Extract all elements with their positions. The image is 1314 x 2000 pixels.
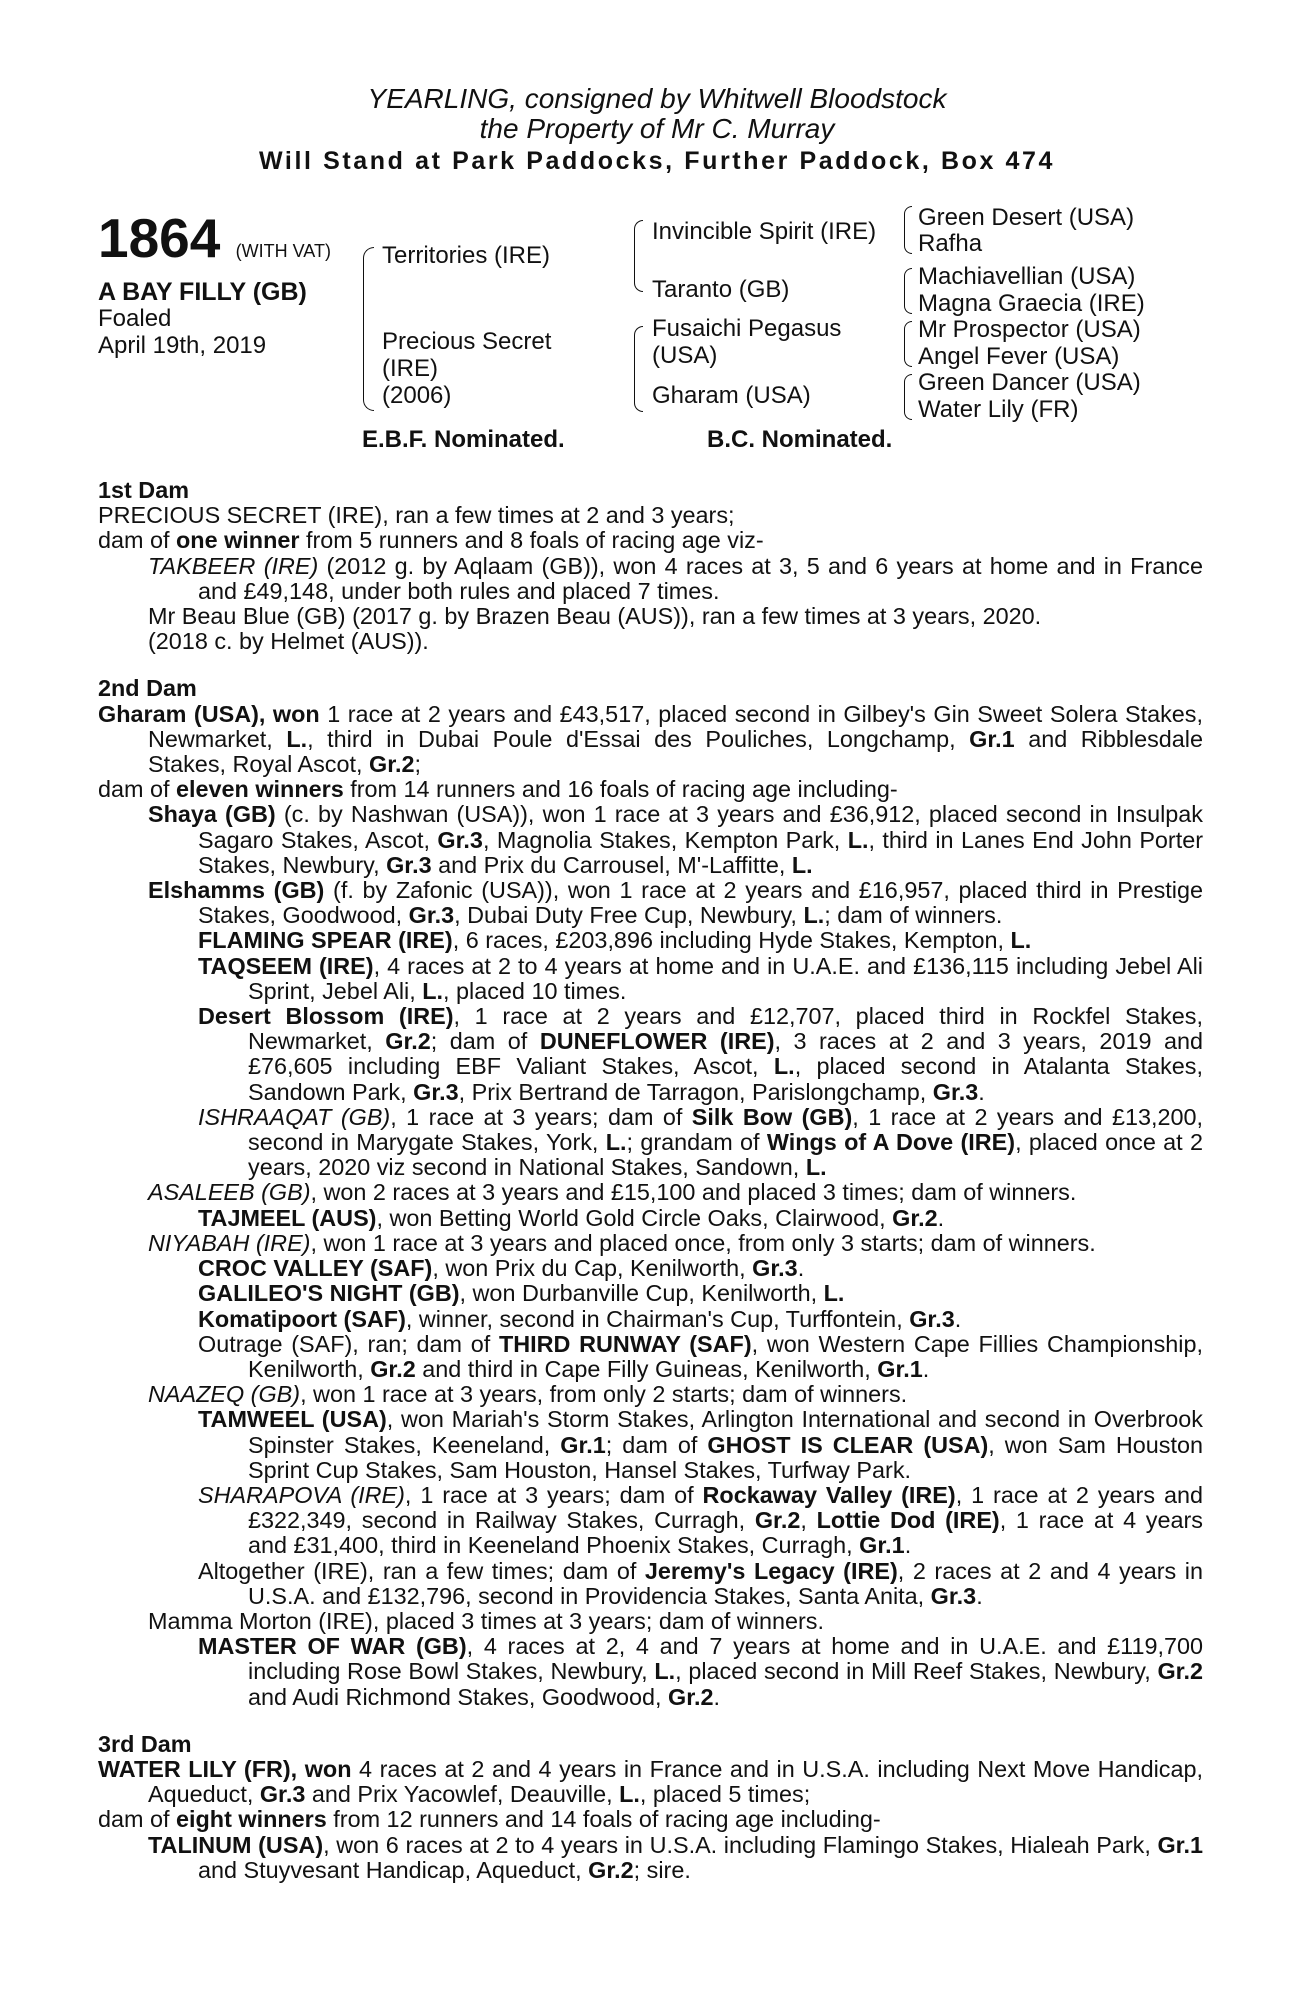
first-dam-heading: 1st Dam <box>98 477 190 503</box>
pedigree-brace-3d <box>904 374 912 420</box>
header-line-2: the Property of Mr C. Murray <box>479 113 835 144</box>
pedigree-ssd: Rafha <box>918 230 983 257</box>
offspring-desert-blossom: Desert Blossom (IRE), 1 race at 2 years and £12,707, placed third in Rockfel Stakes, Newmarket, Gr.2; dam of DUNEFLOWER (IRE), 3 races at 2 and 3 years, 2019 and £76,605 including EBF Valiant Stakes, Ascot, L., placed second in Atalanta Stakes, Sandown Park, Gr.3, Prix Bertrand de Tarragon, Parislongchamp, Gr.3. <box>198 1003 1203 1105</box>
pedigree-dam-dam: Gharam (USA) <box>652 382 811 409</box>
pedigree-sire: Territories (IRE) <box>382 242 551 269</box>
pedigree-brace-sire-dam <box>363 247 374 411</box>
offspring-sharapova: SHARAPOVA (IRE), 1 race at 3 years; dam of Rockaway Valley (IRE), 1 race at 2 years and £322,349, second in Railway Stakes, Curragh, Gr.2, Lottie Dod (IRE), 1 race at 4 years and £31,400, third in Keeneland Phoenix Stakes, Curragh, Gr.1. <box>198 1481 1203 1559</box>
pedigree-sire-sire: Invincible Spirit (IRE) <box>652 218 877 245</box>
offspring-asaleeb: ASALEEB (GB), won 2 races at 3 years and £15,100 and placed 3 times; dam of winners. <box>148 1179 1077 1206</box>
first-dam-produce-summary: dam of one winner from 5 runners and 8 foals of racing age viz- <box>98 527 764 554</box>
offspring-taqseem: TAQSEEM (IRE), 4 races at 2 to 4 years at home and in U.A.E. and £136,115 including Jebel Ali Sprint, Jebel Ali, L., placed 10 times. <box>198 952 1204 1004</box>
pedigree-dsd: Angel Fever (USA) <box>918 343 1120 370</box>
foaled-label: Foaled <box>98 305 172 332</box>
pedigree-brace-3c <box>904 321 912 367</box>
offspring-altogether: Altogether (IRE), ran a few times; dam of Jeremy's Legacy (IRE), 2 races at 2 and 4 years in U.S.A. and £132,796, second in Providencia Stakes, Santa Anita, Gr.3. <box>198 1557 1204 1609</box>
bc-nominated: B.C. Nominated. <box>707 426 893 453</box>
pedigree-brace-3b <box>904 268 912 314</box>
pedigree-dam-line-1: Precious Secret <box>382 328 552 355</box>
pedigree-dam-line-3: (2006) <box>382 382 452 409</box>
offspring-croc-valley: CROC VALLEY (SAF), won Prix du Cap, Kenilworth, Gr.3. <box>198 1255 805 1282</box>
offspring-talinum: TALINUM (USA), won 6 races at 2 to 4 years in U.S.A. including Flamingo Stakes, Hialeah Park, Gr.1 and Stuyvesant Handicap, Aqueduct, Gr.2; sire. <box>148 1831 1203 1883</box>
offspring-flaming-spear: FLAMING SPEAR (IRE), 6 races, £203,896 including Hyde Stakes, Kempton, L. <box>198 927 1032 954</box>
pedigree-sss: Green Desert (USA) <box>918 204 1135 231</box>
second-dam-heading: 2nd Dam <box>98 675 197 702</box>
third-dam-produce-summary: dam of eight winners from 12 runners and 14 foals of racing age including- <box>98 1806 881 1833</box>
offspring-tamweel: TAMWEEL (USA), won Mariah's Storm Stakes, Arlington International and second in Overbrook Spinster Stakes, Keeneland, Gr.1; dam of GHOST IS CLEAR (USA), won Sam Houston Sprint Cup Stakes, Sam Houston, Hansel Stakes, Turfway Park. <box>198 1406 1203 1483</box>
third-dam-water-lily: WATER LILY (FR), won 4 races at 2 and 4 years in France and in U.S.A. including Next Move Handicap, Aqueduct, Gr.3 and Prix Yacowlef, Deauville, L., placed 5 times; <box>98 1755 1203 1808</box>
lot-name: A BAY FILLY (GB) <box>98 278 307 306</box>
pedigree-brace-sire-parents <box>634 220 643 292</box>
second-dam-produce-summary: dam of eleven winners from 14 runners and 16 foals of racing age including- <box>98 776 898 803</box>
pedigree-dss: Mr Prospector (USA) <box>918 316 1141 343</box>
offspring-naazeq: NAAZEQ (GB), won 1 race at 3 years, from only 2 starts; dam of winners. <box>148 1381 908 1408</box>
offspring-komatipoort: Komatipoort (SAF), winner, second in Chairman's Cup, Turffontein, Gr.3. <box>198 1305 962 1332</box>
pedigree-dam-line-2: (IRE) <box>382 355 438 382</box>
offspring-mamma-morton: Mamma Morton (IRE), placed 3 times at 3 years; dam of winners. <box>148 1607 824 1634</box>
pedigree-sds: Machiavellian (USA) <box>918 263 1136 290</box>
pedigree-brace-dam-parents <box>634 326 643 412</box>
second-dam-gharam: Gharam (USA), won 1 race at 2 years and £43,517, placed second in Gilbey's Gin Sweet Solera Stakes, Newmarket, L., third in Dubai Poule d'Essai des Pouliches, Longchamp, Gr.1 and Ribblesdale Stakes, Royal Ascot, Gr.2; <box>98 700 1204 778</box>
offspring-outrage: Outrage (SAF), ran; dam of THIRD RUNWAY (SAF), won Western Cape Fillies Championship, Kenilworth, Gr.2 and third in Cape Filly Guineas, Kenilworth, Gr.1. <box>198 1330 1203 1382</box>
foaled-date: April 19th, 2019 <box>98 332 267 359</box>
header-line-1: YEARLING, consigned by Whitwell Bloodstock <box>367 83 947 114</box>
offspring-2018-colt: (2018 c. by Helmet (AUS)). <box>148 628 429 655</box>
ebf-nominated: E.B.F. Nominated. <box>362 426 565 453</box>
offspring-mr-beau-blue: Mr Beau Blue (GB) (2017 g. by Brazen Beau (AUS)), ran a few times at 3 years, 2020. <box>148 603 1042 630</box>
pedigree-ddd: Water Lily (FR) <box>918 396 1079 423</box>
catalogue-body <box>98 478 1203 1883</box>
offspring-niyabah: NIYABAH (IRE), won 1 race at 3 years and placed once, from only 3 starts; dam of winners. <box>148 1229 1096 1256</box>
offspring-ishraaqat: ISHRAAQAT (GB), 1 race at 3 years; dam of Silk Bow (GB), 1 race at 2 years and £13,200, second in Marygate Stakes, York, L.; grandam of Wings of A Dove (IRE), placed once at 2 years, 2020 viz second in National Stakes, Sandown, L. <box>198 1103 1203 1181</box>
offspring-shaya: Shaya (GB) (c. by Nashwan (USA)), won 1 race at 3 years and £36,912, placed second in Insulpak Sagaro Stakes, Ascot, Gr.3, Magnolia Stakes, Kempton Park, L., third in Lanes End John Porter Stakes, Newbury, Gr.3 and Prix du Carrousel, M'-Laffitte, L. <box>148 801 1204 878</box>
offspring-elshamms: Elshamms (GB) (f. by Zafonic (USA)), won 1 race at 2 years and £16,957, placed third in Prestige Stakes, Goodwood, Gr.3, Dubai Duty Free Cup, Newbury, L.; dam of winners. <box>148 877 1203 929</box>
pedigree-dds: Green Dancer (USA) <box>918 369 1141 396</box>
offspring-tajmeel: TAJMEEL (AUS), won Betting World Gold Circle Oaks, Clairwood, Gr.2. <box>198 1204 945 1231</box>
header-line-3: Will Stand at Park Paddocks, Further Paddock, Box 474 <box>258 147 1056 175</box>
offspring-galileos-night: GALILEO'S NIGHT (GB), won Durbanville Cup, Kenilworth, L. <box>198 1280 845 1307</box>
pedigree-sire-dam: Taranto (GB) <box>652 276 790 303</box>
first-dam-line: PRECIOUS SECRET (IRE), ran a few times at 2 and 3 years; <box>98 502 735 529</box>
lot-number-value: 1864 <box>98 207 221 269</box>
pedigree-brace-3a <box>904 206 912 254</box>
pedigree-sdd: Magna Graecia (IRE) <box>918 290 1145 317</box>
third-dam-heading: 3rd Dam <box>98 1730 192 1757</box>
offspring-takbeer: TAKBEER (IRE) (2012 g. by Aqlaam (GB)), won 4 races at 3, 5 and 6 years at home and in France and £49,148, under both rules and placed 7 times. <box>148 552 1203 604</box>
offspring-master-of-war: MASTER OF WAR (GB), 4 races at 2, 4 and 7 years at home and in U.A.E. and £119,700 including Rose Bowl Stakes, Newbury, L., placed second in Mill Reef Stakes, Newbury, Gr.2 and Audi Richmond Stakes, Goodwood, Gr.2. <box>198 1633 1203 1710</box>
pedigree-dam-sire-line-1: Fusaichi Pegasus <box>652 315 842 342</box>
pedigree-dam-sire-line-2: (USA) <box>652 342 718 369</box>
lot-number <box>98 206 331 270</box>
vat-note: (WITH VAT) <box>235 241 331 261</box>
